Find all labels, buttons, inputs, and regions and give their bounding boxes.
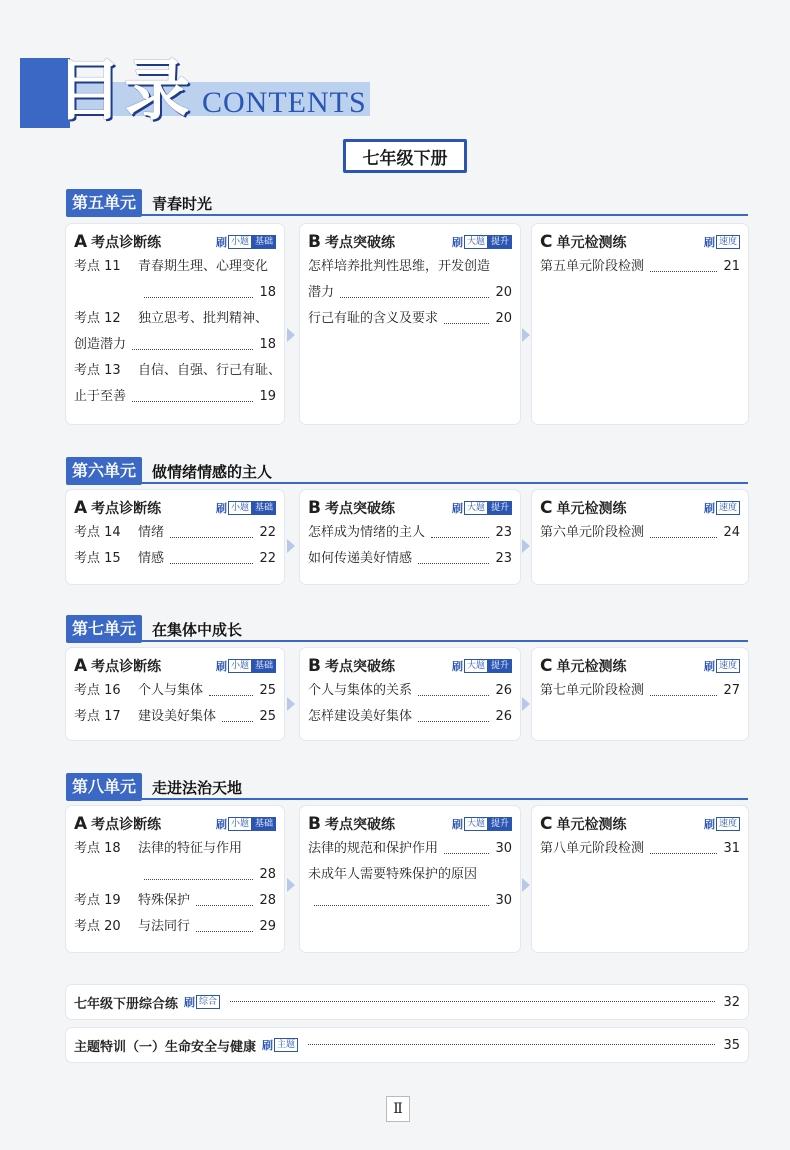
unit-header bbox=[66, 457, 272, 485]
arrow-icon bbox=[522, 878, 530, 892]
column-c: C 单元检测练 刷 速度 第七单元阶段检测 27 bbox=[532, 648, 748, 740]
badge: 刷 大题 提升 bbox=[452, 816, 512, 832]
column-b: B 考点突破练 刷 大题 提升 个人与集体的关系 26 怎样建设美好集体 26 bbox=[300, 648, 520, 740]
column-a: A 考点诊断练 刷 小题 基础 考点 11 青春期生理、心理变化 18 考点 12 独立思考、批判精神、 创造潜力 18 考点 13 自信、自强、行己有耻、 止于至善 19 bbox=[66, 224, 284, 424]
summary-row[interactable]: 主题特训（一）生命安全与健康 刷 主题 35 bbox=[66, 1028, 748, 1062]
badge: 刷 大题 提升 bbox=[452, 234, 512, 250]
arrow-icon bbox=[287, 539, 295, 553]
unit-tag: 第八单元 bbox=[66, 773, 142, 801]
list-item[interactable]: 行己有耻的含义及要求 20 bbox=[308, 306, 512, 332]
list-item[interactable]: 法律的规范和保护作用 30 bbox=[308, 836, 512, 862]
list-item[interactable]: 考点 12 独立思考、批判精神、 bbox=[74, 311, 269, 326]
column-b: B 考点突破练 刷 大题 提升 怎样培养批判性思维，开发创造 潜力 20 行己有耻的含义及要求 20 bbox=[300, 224, 520, 424]
badge: 刷 大题 提升 bbox=[452, 500, 512, 516]
column-c: C 单元检测练 刷 速度 第八单元阶段检测 31 bbox=[532, 806, 748, 952]
column-b: B 考点突破练 刷 大题 提升 怎样成为情绪的主人 23 如何传递美好情感 23 bbox=[300, 490, 520, 584]
unit-name: 青春时光 bbox=[152, 194, 213, 213]
badge: 刷 大题 提升 bbox=[452, 658, 512, 674]
page-title: 目录 bbox=[56, 51, 192, 129]
list-item[interactable]: 考点 19 特殊保护 28 bbox=[74, 888, 276, 914]
page-number: Ⅱ bbox=[386, 1096, 410, 1122]
list-item[interactable]: 怎样培养批判性思维，开发创造 bbox=[308, 259, 491, 274]
badge: 刷 小题 基础 bbox=[216, 234, 276, 250]
badge: 刷 速度 bbox=[704, 658, 740, 674]
column-a: A 考点诊断练 刷 小题 基础 考点 18 法律的特征与作用 28 考点 19 特殊保护 28 考点 20 与法同行 29 bbox=[66, 806, 284, 952]
list-item[interactable]: 潜力 20 bbox=[308, 280, 512, 306]
list-item[interactable]: 创造潜力 18 bbox=[74, 332, 276, 358]
badge: 刷 主题 bbox=[262, 1037, 298, 1053]
list-item[interactable]: 个人与集体的关系 26 bbox=[308, 678, 512, 704]
list-item[interactable]: 考点 11 青春期生理、心理变化 bbox=[74, 259, 269, 274]
unit-rule bbox=[66, 798, 748, 800]
badge: 刷 小题 基础 bbox=[216, 658, 276, 674]
list-item[interactable]: 考点 18 法律的特征与作用 bbox=[74, 841, 243, 856]
column-c: C 单元检测练 刷 速度 第五单元阶段检测 21 bbox=[532, 224, 748, 424]
unit-tag: 第六单元 bbox=[66, 457, 142, 485]
unit-name: 走进法治天地 bbox=[152, 778, 243, 797]
list-item[interactable]: 未成年人需要特殊保护的原因 bbox=[308, 867, 478, 882]
list-item[interactable]: 考点 16 个人与集体 25 bbox=[74, 678, 276, 704]
unit-header bbox=[66, 189, 212, 217]
unit-rule bbox=[66, 482, 748, 484]
arrow-icon bbox=[287, 878, 295, 892]
arrow-icon bbox=[522, 539, 530, 553]
badge: 刷 小题 基础 bbox=[216, 816, 276, 832]
list-item[interactable]: 28 bbox=[74, 862, 276, 888]
list-item[interactable]: 考点 13 自信、自强、行己有耻、 bbox=[74, 363, 282, 378]
arrow-icon bbox=[287, 697, 295, 711]
arrow-icon bbox=[287, 328, 295, 342]
badge: 刷 速度 bbox=[704, 234, 740, 250]
list-item[interactable]: 18 bbox=[74, 280, 276, 306]
arrow-icon bbox=[522, 328, 530, 342]
unit-name: 做情绪情感的主人 bbox=[152, 462, 273, 481]
badge: 刷 速度 bbox=[704, 816, 740, 832]
summary-row[interactable]: 七年级下册综合练 刷 综合 32 bbox=[66, 985, 748, 1019]
list-item[interactable]: 30 bbox=[308, 888, 512, 914]
list-item[interactable]: 怎样建设美好集体 26 bbox=[308, 704, 512, 730]
list-item[interactable]: 如何传递美好情感 23 bbox=[308, 546, 512, 572]
unit-name: 在集体中成长 bbox=[152, 620, 243, 639]
unit-header bbox=[66, 615, 242, 643]
list-item[interactable]: 第五单元阶段检测 21 bbox=[540, 254, 740, 280]
unit-tag: 第五单元 bbox=[66, 189, 142, 217]
list-item[interactable]: 怎样成为情绪的主人 23 bbox=[308, 520, 512, 546]
list-item[interactable]: 第七单元阶段检测 27 bbox=[540, 678, 740, 704]
unit-rule bbox=[66, 640, 748, 642]
unit-header bbox=[66, 773, 242, 801]
volume-label: 七年级下册 bbox=[343, 139, 467, 173]
arrow-icon bbox=[522, 697, 530, 711]
list-item[interactable]: 考点 17 建设美好集体 25 bbox=[74, 704, 276, 730]
column-a: A 考点诊断练 刷 小题 基础 考点 14 情绪 22 考点 15 情感 22 bbox=[66, 490, 284, 584]
badge: 刷 综合 bbox=[184, 994, 220, 1010]
column-c: C 单元检测练 刷 速度 第六单元阶段检测 24 bbox=[532, 490, 748, 584]
badge: 刷 速度 bbox=[704, 500, 740, 516]
list-item[interactable]: 考点 14 情绪 22 bbox=[74, 520, 276, 546]
page-subtitle: CONTENTS bbox=[202, 86, 367, 119]
list-item[interactable]: 考点 20 与法同行 29 bbox=[74, 914, 276, 940]
column-a: A 考点诊断练 刷 小题 基础 考点 16 个人与集体 25 考点 17 建设美好集体 25 bbox=[66, 648, 284, 740]
list-item[interactable]: 第八单元阶段检测 31 bbox=[540, 836, 740, 862]
list-item[interactable]: 止于至善 19 bbox=[74, 384, 276, 410]
unit-tag: 第七单元 bbox=[66, 615, 142, 643]
list-item[interactable]: 第六单元阶段检测 24 bbox=[540, 520, 740, 546]
list-item[interactable]: 考点 15 情感 22 bbox=[74, 546, 276, 572]
unit-rule bbox=[66, 214, 748, 216]
badge: 刷 小题 基础 bbox=[216, 500, 276, 516]
column-b: B 考点突破练 刷 大题 提升 法律的规范和保护作用 30 未成年人需要特殊保护的原因 30 bbox=[300, 806, 520, 952]
